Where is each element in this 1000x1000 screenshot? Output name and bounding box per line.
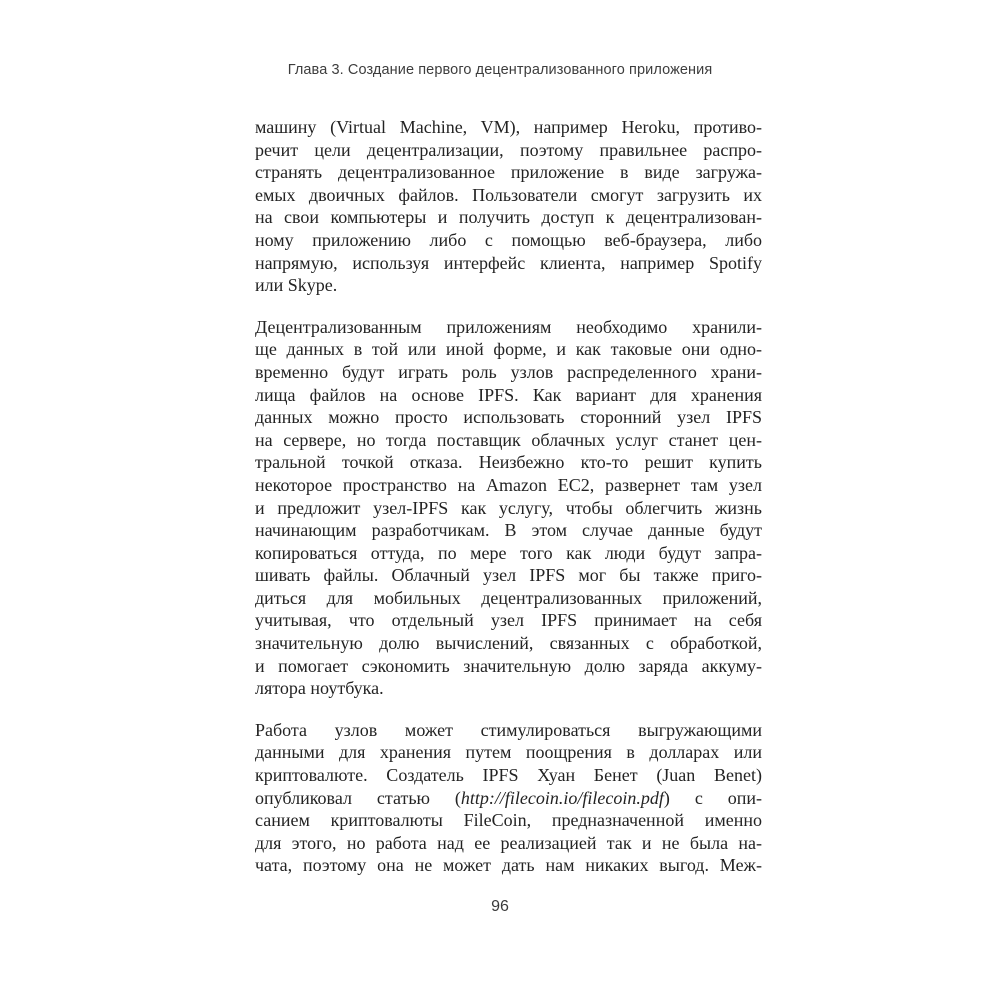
text-line (255, 451, 762, 474)
text-segment: лятора ноутбука. (255, 678, 384, 699)
text-line (255, 206, 762, 229)
text-segment: чата, поэтому она не может дать нам никаких выгод. Меж- (255, 855, 762, 876)
text-line (255, 677, 762, 700)
text-line (255, 184, 762, 207)
text-line (255, 161, 762, 184)
text-line (255, 384, 762, 407)
text-segment: значительную долю вычислений, связанных с обработкой, (255, 633, 762, 654)
text-line (255, 854, 762, 877)
text-segment: и предложит узел-IPFS как услугу, чтобы облегчить жизнь (255, 497, 762, 518)
text-line (255, 519, 762, 542)
url-text: http://filecoin.io/filecoin.pdf (460, 787, 664, 808)
text-segment: ) с опи- (663, 787, 762, 808)
text-segment: начинающим разработчикам. В этом случае данные будут (255, 520, 762, 541)
text-segment: для этого, но работа над ее реализацией так и не была на- (255, 832, 762, 853)
text-line (255, 316, 762, 339)
text-segment: лища файлов на основе IPFS. Как вариант для хранения (255, 384, 762, 405)
text-line (255, 429, 762, 452)
text-line (255, 719, 762, 742)
text-line (255, 361, 762, 384)
text-segment: диться для мобильных децентрализованных приложений, (255, 587, 762, 608)
text-segment: временно будут играть роль узлов распределенного храни- (255, 361, 762, 382)
text-line (255, 497, 762, 520)
text-segment: учитывая, что отдельный узел IPFS принимает на себя (255, 610, 762, 631)
text-segment: санием криптовалюты FileCoin, предназначенной именно (255, 810, 762, 831)
text-segment: опубликовал статью ( (255, 787, 461, 808)
text-line (255, 564, 762, 587)
text-segment: речит цели децентрализации, поэтому правильнее распро- (255, 139, 762, 160)
text-segment: или Skype. (255, 275, 338, 296)
text-segment: напрямую, используя интерфейс клиента, например Spotify (255, 252, 762, 273)
text-line (255, 116, 762, 139)
text-line (255, 632, 762, 655)
text-line (255, 587, 762, 610)
text-line (255, 338, 762, 361)
text-line (255, 542, 762, 565)
text-line (255, 252, 762, 275)
text-line (255, 832, 762, 855)
text-segment: Децентрализованным приложениям необходимо хранили- (255, 316, 762, 337)
text-segment: и помогает сэкономить значительную долю заряда аккуму- (255, 655, 762, 676)
text-segment: ному приложению либо с помощью веб-браузера, либо (255, 229, 762, 250)
paragraph (255, 719, 762, 877)
text-segment: данных можно просто использовать сторонний узел IPFS (255, 407, 762, 428)
text-segment: емых двоичных файлов. Пользователи смогут загрузить их (255, 184, 762, 205)
text-segment: машину (Virtual Machine, VM), например Heroku, противо- (255, 117, 762, 137)
text-segment: Работа узлов может стимулироваться выгружающими (255, 719, 762, 740)
text-block (255, 116, 762, 877)
text-segment: данными для хранения путем поощрения в долларах или (255, 742, 762, 763)
text-segment: шивать файлы. Облачный узел IPFS мог бы также приго- (255, 565, 762, 586)
page-number: 96 (491, 898, 509, 915)
text-line (255, 787, 762, 810)
text-segment: странять децентрализованное приложение в виде загружа- (255, 162, 762, 183)
text-line (255, 406, 762, 429)
paragraph (255, 116, 762, 297)
text-line (255, 229, 762, 252)
text-line (255, 809, 762, 832)
running-head: Глава 3. Создание первого децентрализованного приложения (287, 62, 713, 78)
text-line (255, 274, 762, 297)
text-line (255, 609, 762, 632)
text-segment: криптовалюте. Создатель IPFS Хуан Бенет (Juan Benet) (255, 765, 762, 786)
text-segment: на сервере, но тогда поставщик облачных услуг станет цен- (255, 429, 762, 450)
text-segment: некоторое пространство на Amazon EC2, развернет там узел (255, 474, 762, 495)
paragraph (255, 316, 762, 700)
text-line (255, 764, 762, 787)
text-segment: тральной точкой отказа. Неизбежно кто-то решит купить (255, 452, 762, 473)
text-line (255, 655, 762, 678)
text-segment: на свои компьютеры и получить доступ к децентрализован- (255, 207, 762, 228)
text-line (255, 741, 762, 764)
text-segment: ще данных в той или иной форме, и как таковые они одно- (255, 339, 762, 360)
text-line (255, 474, 762, 497)
text-line (255, 139, 762, 162)
text-segment: копироваться оттуда, по мере того как люди будут запра- (255, 542, 762, 563)
